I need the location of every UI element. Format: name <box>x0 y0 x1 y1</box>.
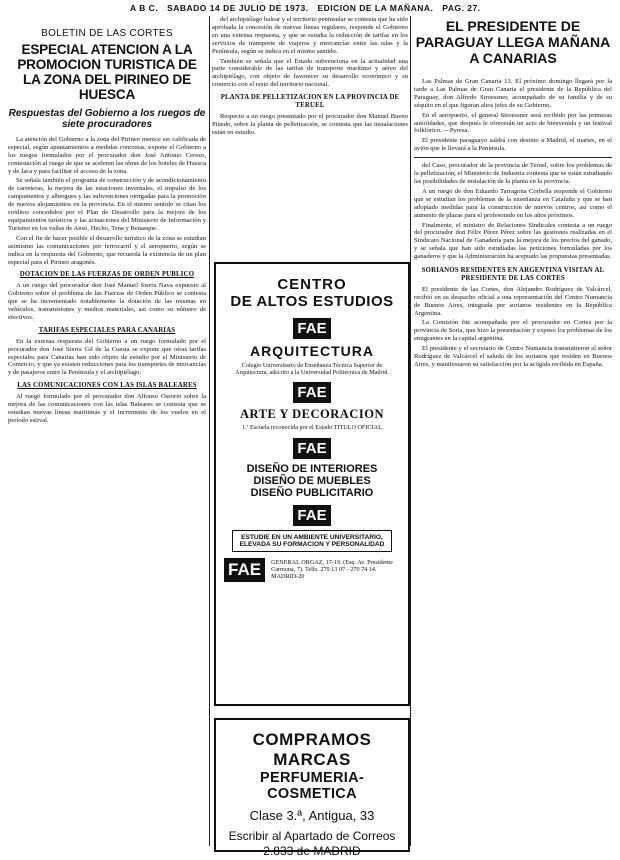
edition-name: EDICION DE LA MAÑANA. <box>317 3 434 13</box>
paragraph: A un ruego del procurador don José Manuel Sierra Nava expuesto al Gobierno sobre el problema de las Fuerzas de Orden Público se contesta que se ha incrementado notablemente la dotación de las mismas en vehículos, transmisiones y medios materiales, así como su número de efectivos. <box>8 282 206 321</box>
fae-logo: FAE <box>293 318 330 339</box>
ad-address: GENERAL ORGAZ, 17-19. (Esq. Av. Presidente Carmona, 7). Telfs. 279 13 07 - 270 74 14. MADRID-20 <box>271 558 393 581</box>
paragraph: En el aeropuerto, el general Stroessner será recibido por las primeras autoridades, que después le ofrecerán un acto de bienvenida y un festival folklórico. —Pyresa. <box>414 111 612 135</box>
paragraph: Con el fin de hacer posible el desarrollo turístico de la zona se estudian asimismo las comunicaciones por ferrocarril y el aeropuerto, según se indica en la respuesta del Gobierno, que recuerda la existencia de un plan especial para el Pirineo aragonés. <box>8 234 206 266</box>
paragraph: El presidente y el secretario de Centro Numancia transmitieron al señor Rodríguez de Valcárcel el saludo de los sorianos que residen en Buenos Aires, y manifestaron su satisfacción por la acogida recibida en España. <box>414 345 612 368</box>
paragraph: Respecto a un ruego presentado por el procurador don Manuel Bueno Pinedo, sobre la planta de pelletización, se contesta que las instalaciones están en estudio. <box>212 112 408 136</box>
paragraph: El presidente de las Cortes, don Alejandro Rodríguez de Valcárcel, recibió en su despacho oficial a una representación del Centro Numancia de Buenos Aires, integrada por sorianos residentes en la República Argentina. <box>414 285 612 317</box>
ad-line: COMPRAMOS MARCAS <box>252 730 372 769</box>
kicker: BOLETIN DE LAS CORTES <box>41 28 173 39</box>
issue-date: SABADO 14 DE JULIO DE 1973. <box>167 3 309 13</box>
section-heading: LAS COMUNICACIONES CON LAS ISLAS BALEARES <box>17 382 197 390</box>
fae-logo: FAE <box>224 558 265 582</box>
column-rule-left <box>209 16 210 846</box>
article-continuation <box>212 16 408 256</box>
paragraph: El presidente paraguayo saldrá con destino a Madrid, el martes, en el avión que le llevará a la Península. <box>414 137 612 153</box>
paragraph: La atención del Gobierno a la zona del Pirineo merece ser calificada de especial, según apuntamientos a medidas concretas, expone el Gobierno a los ruegos formulados por el procurador don José Antonio Cerezo, contestación al ruego de que se aceleren las obras de los hoteles de Huesca y de Jaca y para facilitar el acceso de la zona. <box>8 135 206 175</box>
column-rule-right <box>410 16 411 846</box>
ad-line: DISEÑO DE INTERIORES <box>246 462 378 475</box>
section-heading: DOTACION DE LAS FUERZAS DE ORDEN PUBLICO <box>19 271 195 279</box>
perfumeria-advertisement <box>214 718 410 858</box>
paragraph: Las Palmas de Gran Canaria 13. El próximo domingo llegará por la tarde a Las Palmas de Gran Canaria el presidente de la República del Paraguay, don Alfredo Stroessner, acompañado de su familia y de su séquito en el que figuran altos jefes de su Gobierno. <box>414 78 612 109</box>
paragraph: del Caso, procurador de la provincia de Teruel, sobre los problemas de la pelletización, el Ministerio de Industria contesta que se están estudiando las posibilidades de instalación de la planta en la provincia. <box>414 162 612 185</box>
paragraph: La Comisión fue acompañada por el procurador en Cortes por la provincia de Soria, que hizo la presentación y expuso los problemas de los emigrantes en la capital argentina. <box>414 319 612 343</box>
ad-line: Clase 3.ª, Antigua, 33 <box>249 808 375 823</box>
section-heading: PLANTA DE PELLETIZACION EN LA PROVINCIA DE TERUEL <box>220 94 400 110</box>
ad-line: DISEÑO DE MUEBLES <box>253 474 371 487</box>
ad-line: DE ALTOS ESTUDIOS <box>230 293 394 310</box>
paragraph: En la extensa respuesta del Gobierno a un ruego formulado por el procurador don José Sierra Gil de la Cuesta se expone que otras tarifas especiales para Canarias han sido objeto de estudio por el Ministerio de Comercio, y que ya existen reducciones para los transportes de mercancías y de pasajeros entre la Península y el archipiélago. <box>8 337 206 377</box>
ad-boxed-text: ESTUDIE EN UN AMBIENTE UNIVERSITARIO, ELEVADA SU FORMACION Y PERSONALIDAD <box>232 530 392 552</box>
fae-logo: FAE <box>293 505 330 526</box>
ad-text: Colegio Universitario de Enseñanza Técnica Superior de Arquitectura, adscrito a la Universidad Politécnica de Madrid. <box>235 362 389 377</box>
ad-line: DISEÑO PUBLICITARIO <box>250 486 374 499</box>
section-heading: TARIFAS ESPECIALES PARA CANARIAS <box>38 326 176 334</box>
subheadline: Respuestas del Gobierno a los ruegos de siete procuradores <box>8 107 206 130</box>
fae-advertisement <box>214 262 410 706</box>
section-heading: SORIANOS RESIDENTES EN ARGENTINA VISITAN AL PRESIDENTE DE LAS CORTES <box>421 267 605 282</box>
headline-paraguay: EL PRESIDENTE DE PARAGUAY LLEGA MAÑANA A CANARIAS <box>415 18 611 66</box>
paragraph: del archipiélago balear y el territorio peninsular se contesta que ha sido aprobada la concesión de nuevas líneas regulares, responde el Gobierno en una extensa respuesta, y que se estudia la reducción de tarifas en los servicios de transporte de viajeros y mercancías entre las islas y la Península, según se indica en el mismo sentido. <box>212 16 408 55</box>
ad-line: PERFUMERIA-COSMETICA <box>260 770 364 802</box>
fae-logo: FAE <box>293 438 330 459</box>
fae-logo: FAE <box>293 382 330 403</box>
article-paraguay <box>414 16 612 856</box>
ad-line: Escribir al Apartado de Correos 2.833 de MADRID <box>228 829 396 858</box>
paragraph: También se señala que el Estado subvenciona en la actualidad una parte considerable de las tarifas de transporte marítimo y aéreo del archipiélago, con objeto de favorecer su desarrollo económico y su comercio con el resto del territorio nacional. <box>212 57 408 89</box>
page-header <box>130 3 530 13</box>
paragraph: Al ruego formulado por el procurador don Alfonso Ossorio sobre la mejora de las comunicaciones con las islas Baleares se contesta que se estudian nuevas líneas marítimas y el incremento de los vuelos en el período estival. <box>8 393 206 424</box>
paper-name: A B C. <box>130 3 159 13</box>
ad-line: CENTRO <box>277 276 347 293</box>
ad-title: ARTE Y DECORACION <box>240 407 384 422</box>
paragraph: A un ruego de don Eduardo Tarragona Corbella responde el Gobierno que se estudian los problemas de la enseñanza en Cataluña y que se han adoptado medidas para la construcción de nuevos centros, así como el aumento de plazas para el profesorado en los años próximos. <box>414 187 612 219</box>
ad-title: ARQUITECTURA <box>250 343 374 359</box>
article-cortes <box>8 16 206 856</box>
paragraph: Finalmente, el ministro de Relaciones Sindicales contesta a un ruego del procurador don Félix Pérez Pérez sobre las gestiones realizadas en el Sindicato Nacional de Ganadería para la mejora de los precios del ganado, y se señala que han sido estudiadas las peticiones formuladas por los ganaderos y que la Administración ha aceptado las propuestas presentadas. <box>414 221 612 261</box>
page-number: PAG. 27. <box>442 3 481 13</box>
paragraph: Se señala también el programa de construcción y de acondicionamiento de carreteras, la mejora de las estaciones invernales, el impulso de los campamentos y albergues y las subvenciones otorgadas para la promoción de nuevos alojamientos en la provincia. En el mismo sentido se citan los créditos concedidos por el Plan de Desarrollo para la mejora de los equipamientos turísticos y las actuaciones del Ministerio de Información y Turismo en los valles de Ansó, Hecho, Tena y Benasque. <box>8 177 206 232</box>
headline-pirineo: ESPECIAL ATENCION A LA PROMOCION TURISTICA DE LA ZONA DEL PIRINEO DE HUESCA <box>17 41 197 102</box>
ad-text: 1.ª Escuela reconocida por el Estado TITULO OFICIAL <box>242 424 382 432</box>
